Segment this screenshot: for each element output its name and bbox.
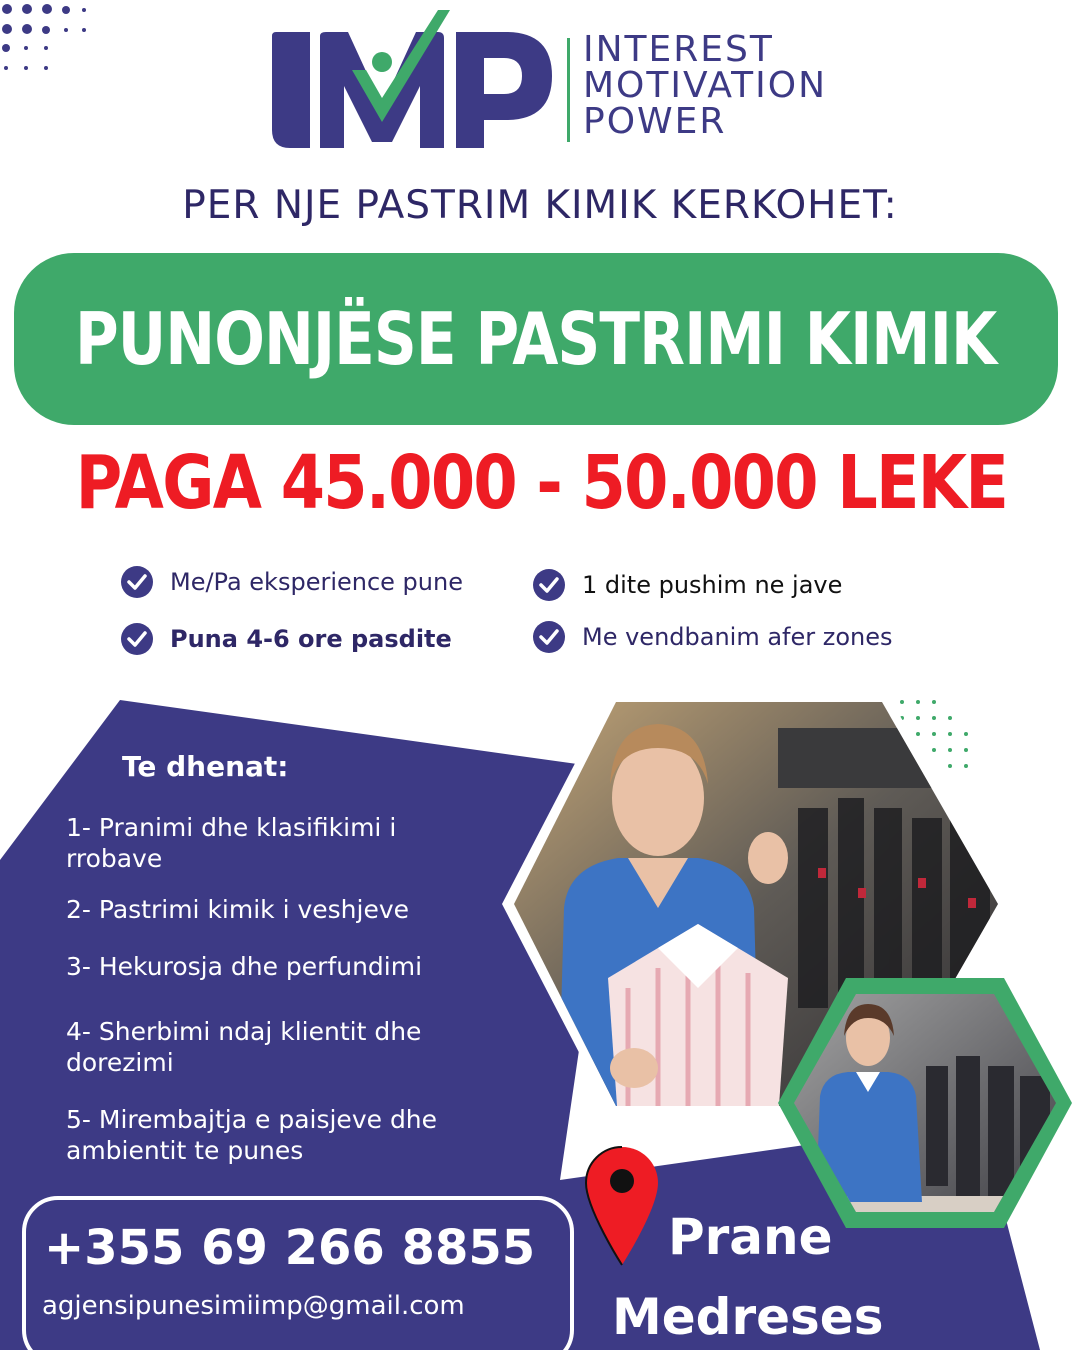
benefit-label: 1 dite pushim ne jave xyxy=(582,571,843,599)
benefit-item xyxy=(532,620,893,654)
map-pin-icon xyxy=(584,1145,660,1267)
benefit-item xyxy=(120,622,452,656)
check-circle-icon xyxy=(120,622,154,656)
benefit-item xyxy=(532,568,842,602)
logo-divider xyxy=(567,38,570,142)
worker-photo-hexagon-small xyxy=(776,976,1074,1230)
duty-item: 5- Mirembajtja e paisjeve dhe ambientit te punes xyxy=(66,1105,438,1165)
benefit-label: Me vendbanim afer zones xyxy=(582,623,893,651)
duty-item: 3- Hekurosja dhe perfundimi xyxy=(66,952,423,981)
benefit-label: Me/Pa eksperience pune xyxy=(170,568,463,596)
salary-text: PAGA 45.000 - 50.000 LEKE xyxy=(75,440,1008,526)
logo-word: POWER xyxy=(583,101,727,142)
email-address[interactable]: agjensipunesimiimp@gmail.com xyxy=(42,1291,465,1321)
duty-item: 2- Pastrimi kimik i veshjeve xyxy=(66,895,410,924)
imp-logo xyxy=(270,10,560,150)
location-line-1: Prane xyxy=(668,1208,833,1266)
job-title-banner xyxy=(14,253,1058,425)
benefit-item xyxy=(120,565,463,599)
check-circle-icon xyxy=(532,568,566,602)
duties-heading: Te dhenat: xyxy=(122,750,289,783)
intro-heading: PER NJE PASTRIM KIMIK KERKOHET: xyxy=(182,183,898,228)
check-circle-icon xyxy=(120,565,154,599)
logo-word: MOTIVATION xyxy=(583,65,828,106)
phone-number[interactable]: +355 69 266 8855 xyxy=(44,1220,536,1276)
check-circle-icon xyxy=(532,620,566,654)
logo-tagline xyxy=(583,29,828,142)
duty-item: 1- Pranimi dhe klasifikimi i rrobave xyxy=(66,813,397,873)
duty-item: 4- Sherbimi ndaj klientit dhe dorezimi xyxy=(66,1017,422,1077)
job-title: PUNONJËSE PASTRIMI KIMIK xyxy=(75,297,997,381)
decorative-dots-top-left xyxy=(0,0,90,80)
benefit-label: Puna 4-6 ore pasdite xyxy=(170,625,452,653)
logo-word: INTEREST xyxy=(583,29,774,70)
location-line-2: Medreses xyxy=(612,1288,884,1346)
